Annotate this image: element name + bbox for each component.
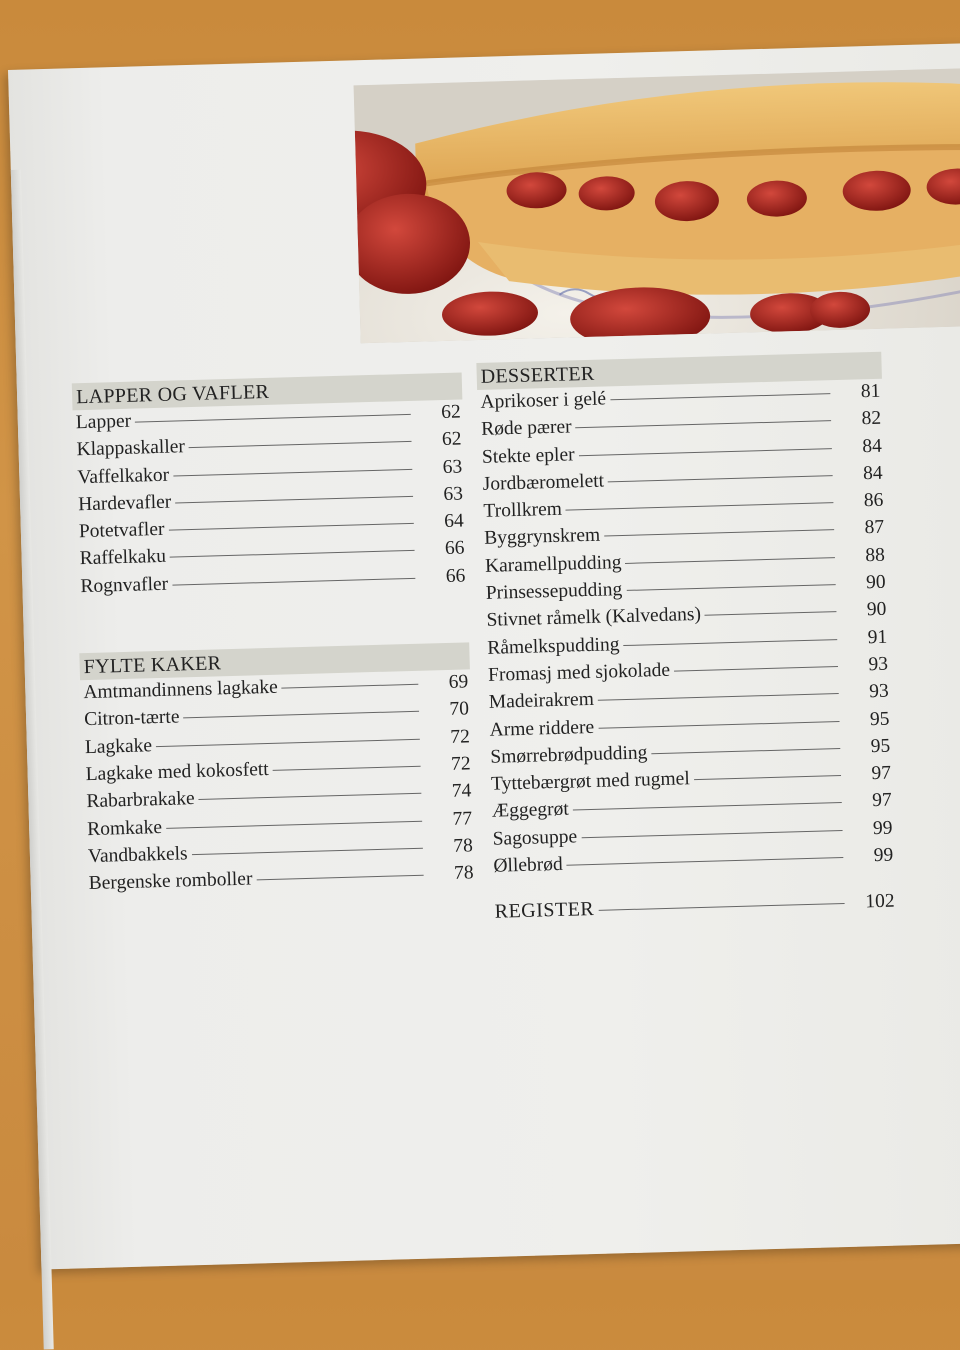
entry-title: Prinsessepudding bbox=[485, 579, 623, 604]
entry-title: Romkake bbox=[86, 816, 163, 840]
leader-dots bbox=[625, 557, 834, 564]
entry-page-number: 72 bbox=[450, 726, 471, 748]
entry-title: Lapper bbox=[75, 410, 132, 434]
leader-dots bbox=[598, 693, 839, 701]
leader-dots bbox=[199, 793, 422, 800]
entry-page-number: 63 bbox=[443, 483, 464, 505]
entry-page-number: 97 bbox=[871, 790, 893, 812]
leader-dots bbox=[273, 766, 421, 771]
leader-dots bbox=[175, 496, 413, 504]
entry-title: Lagkake bbox=[84, 734, 153, 758]
entry-page-number: 78 bbox=[453, 835, 474, 857]
entry-page-number: 66 bbox=[445, 565, 466, 587]
leader-dots bbox=[168, 523, 413, 531]
entry-title: Rognvafler bbox=[80, 573, 169, 597]
leader-dots bbox=[626, 584, 835, 591]
entry-page-number: 69 bbox=[448, 671, 469, 694]
entry-page-number: 63 bbox=[442, 456, 463, 478]
leader-dots bbox=[705, 611, 837, 616]
leader-dots bbox=[282, 684, 419, 689]
entry-page-number: 70 bbox=[449, 698, 470, 721]
entry-page-number: 64 bbox=[443, 510, 465, 533]
entry-page-number: 97 bbox=[871, 762, 892, 785]
entry-page-number: 99 bbox=[872, 817, 893, 839]
entry-page-number: 81 bbox=[860, 380, 881, 403]
entry-title: Amtmandinnens lagkake bbox=[83, 676, 279, 704]
entry-title: Tyttebærgrøt med rugmel bbox=[490, 768, 691, 795]
entry-title: Trollkrem bbox=[483, 498, 563, 523]
leader-dots bbox=[694, 775, 841, 780]
leader-dots bbox=[579, 448, 832, 456]
leader-dots bbox=[256, 875, 423, 881]
leader-dots bbox=[623, 639, 837, 646]
entry-title: Jordbæromelett bbox=[482, 470, 605, 495]
leader-dots bbox=[598, 721, 839, 729]
entry-title: Hardevafler bbox=[77, 491, 172, 516]
entry-page-number: 88 bbox=[865, 544, 886, 567]
book-page bbox=[8, 43, 960, 1269]
entry-title: Arme riddere bbox=[489, 716, 595, 741]
leader-dots bbox=[192, 848, 423, 855]
entry-page-number: 77 bbox=[452, 807, 473, 830]
leader-dots bbox=[573, 802, 842, 811]
entry-page-number: 84 bbox=[862, 462, 883, 485]
leader-dots bbox=[651, 748, 840, 754]
dessert-photo bbox=[354, 67, 960, 343]
leader-dots bbox=[189, 441, 412, 448]
entry-page-number: 90 bbox=[865, 571, 886, 594]
entry-title: Sagosuppe bbox=[492, 826, 578, 850]
section-desserter bbox=[476, 352, 895, 883]
entry-page-number: 62 bbox=[441, 428, 462, 451]
entry-title: Lagkake med kokosfett bbox=[85, 758, 269, 786]
entry-page-number: 91 bbox=[867, 626, 888, 648]
leader-dots bbox=[581, 830, 842, 838]
entry-page-number: 72 bbox=[450, 753, 471, 775]
entry-title: Råmelkspudding bbox=[487, 633, 620, 659]
entry-page-number: 86 bbox=[863, 489, 884, 512]
section-heading: FYLTE KAKER bbox=[79, 642, 470, 680]
entry-title: Fromasj med sjokolade bbox=[487, 659, 671, 686]
leader-dots bbox=[604, 530, 834, 537]
leader-dots bbox=[166, 820, 422, 828]
leader-dots bbox=[608, 475, 833, 482]
page-edge bbox=[11, 170, 54, 1350]
entry-title: Røde pærer bbox=[480, 416, 572, 441]
entry-title: Bergenske romboller bbox=[88, 868, 253, 895]
entry-page-number: 66 bbox=[444, 537, 465, 560]
entry-page-number: 84 bbox=[862, 435, 883, 457]
leader-dots bbox=[183, 711, 419, 719]
entry-title: Raffelkaku bbox=[79, 546, 167, 570]
section-lapper-og-vafler bbox=[72, 372, 468, 603]
entry-title: Klappaskaller bbox=[76, 436, 186, 461]
entry-title: Stekte epler bbox=[481, 443, 575, 468]
register-entry bbox=[491, 890, 897, 929]
entry-title: Aprikoser i gelé bbox=[480, 388, 607, 413]
entry-title: Vaffelkakor bbox=[77, 464, 170, 488]
entry-title: Potetvafler bbox=[78, 519, 165, 543]
entry-page-number: 74 bbox=[451, 780, 472, 803]
leader-dots bbox=[170, 550, 415, 558]
section-heading: DESSERTER bbox=[476, 352, 882, 390]
entry-title: Citron-tærte bbox=[83, 706, 180, 731]
leader-dots bbox=[566, 502, 834, 510]
entry-page-number: 90 bbox=[866, 599, 887, 621]
right-column bbox=[476, 352, 897, 929]
entry-page-number: 95 bbox=[869, 708, 890, 730]
leader-dots bbox=[598, 903, 844, 911]
leader-dots bbox=[610, 393, 830, 400]
left-column bbox=[72, 372, 478, 950]
leader-dots bbox=[173, 468, 412, 476]
leader-dots bbox=[567, 857, 844, 866]
entry-title: Æggegrøt bbox=[491, 799, 570, 823]
entry-page-number: 99 bbox=[873, 844, 894, 867]
entry-title: Stivnet råmelk (Kalvedans) bbox=[486, 604, 702, 632]
leader-dots bbox=[576, 420, 831, 428]
register-page-number: 102 bbox=[865, 890, 895, 913]
section-fylte-kaker bbox=[79, 642, 476, 900]
entry-title: Karamellpudding bbox=[484, 551, 622, 577]
leader-dots bbox=[135, 414, 411, 423]
leader-dots bbox=[172, 578, 415, 586]
entry-title: Byggrynskrem bbox=[483, 525, 601, 550]
entry-page-number: 78 bbox=[453, 862, 474, 885]
register-title: REGISTER bbox=[494, 898, 595, 924]
entry-title: Madeirakrem bbox=[488, 689, 595, 714]
entry-title: Vandbakkels bbox=[87, 843, 188, 867]
section-heading: LAPPER OG VAFLER bbox=[72, 372, 463, 410]
entry-page-number: 82 bbox=[861, 408, 882, 430]
entry-title: Smørrebrødpudding bbox=[490, 742, 648, 768]
entry-title: Rabarbrakake bbox=[86, 788, 195, 813]
entry-title: Øllebrød bbox=[493, 853, 564, 877]
entry-page-number: 93 bbox=[868, 680, 889, 703]
leader-dots bbox=[156, 738, 420, 746]
entry-page-number: 93 bbox=[868, 653, 889, 676]
entry-page-number: 95 bbox=[870, 735, 891, 758]
entry-page-number: 62 bbox=[440, 401, 462, 424]
entry-page-number: 87 bbox=[864, 517, 885, 539]
leader-dots bbox=[674, 666, 838, 672]
